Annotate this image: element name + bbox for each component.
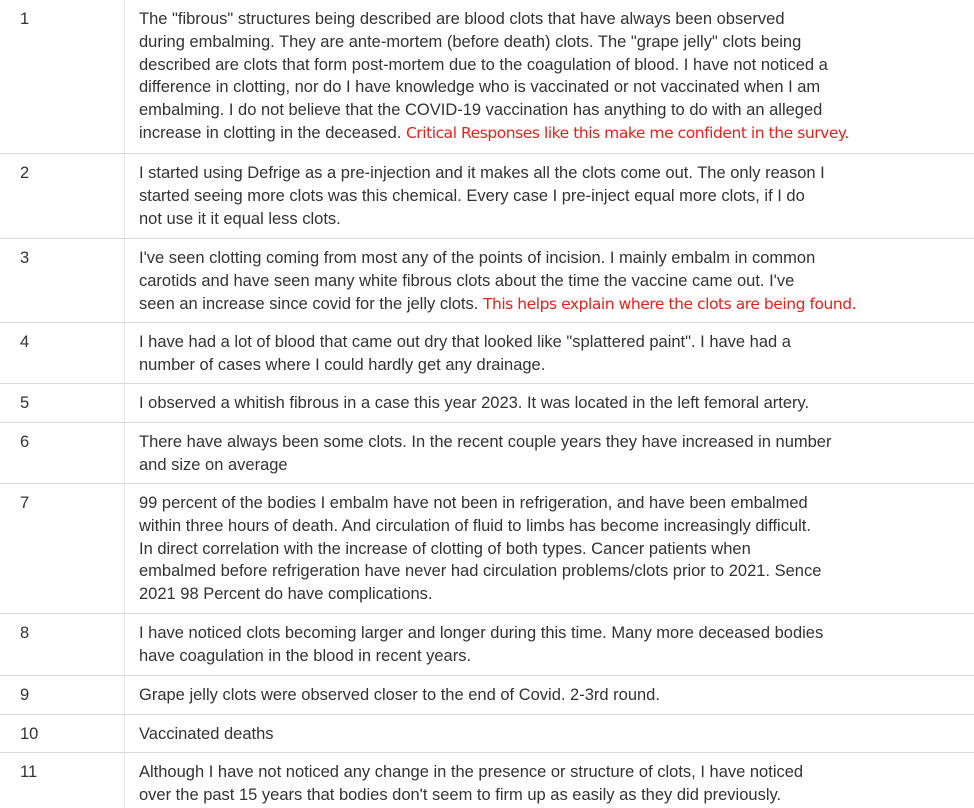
row-number: 9 — [20, 686, 30, 704]
row-number: 3 — [20, 249, 30, 267]
response-line: have coagulation in the blood in recent years. — [139, 646, 472, 665]
table-row — [0, 715, 974, 753]
table-row — [0, 154, 974, 239]
column-divider — [124, 753, 125, 808]
annotation-note: Critical Responses like this make me confident in the survey. — [405, 123, 849, 142]
response-line: embalming. I do not believe that the COVID-19 vaccination has anything to do with an alleged — [139, 101, 823, 120]
response-line: increase in clotting in the deceased. — [139, 123, 402, 142]
response-line: within three hours of death. And circulation of fluid to limbs has become increasingly difficult. — [139, 516, 811, 535]
table-row — [0, 239, 974, 323]
response-text — [139, 492, 959, 606]
response-text — [139, 761, 959, 807]
response-line: difference in clotting, nor do I have knowledge who is vaccinated or not vaccinated when I am — [139, 78, 821, 97]
column-divider — [124, 384, 125, 422]
column-divider — [124, 323, 125, 383]
row-number: 8 — [20, 624, 30, 642]
response-line: The "fibrous" structures being described are blood clots that have always been observed — [139, 10, 785, 28]
response-line: In direct correlation with the increase of clotting of both types. Cancer patients when — [139, 539, 751, 558]
row-number: 6 — [20, 433, 30, 451]
response-text — [139, 247, 959, 315]
response-line: There have always been some clots. In the recent couple years they have increased in number — [139, 433, 832, 451]
response-line: over the past 15 years that bodies don't seem to firm up as easily as they did previously. — [139, 785, 782, 804]
response-text — [139, 392, 959, 415]
response-line-with-note — [139, 122, 959, 145]
response-line: embalmed before refrigeration have never had circulation problems/clots prior to 2021. Sence — [139, 562, 822, 581]
response-line-with-note — [139, 293, 959, 316]
response-text — [139, 331, 959, 377]
response-line: I've seen clotting coming from most any of the points of incision. I mainly embalm in common — [139, 249, 816, 267]
row-number: 4 — [20, 333, 30, 351]
table-row — [0, 323, 974, 384]
response-text — [139, 8, 959, 145]
table-row — [0, 484, 974, 614]
response-line: not use it it equal less clots. — [139, 209, 341, 228]
row-number: 1 — [20, 10, 30, 28]
column-divider — [124, 423, 125, 483]
response-text — [139, 684, 959, 707]
column-divider — [124, 0, 125, 153]
response-text — [139, 162, 959, 230]
response-line: I have had a lot of blood that came out dry that looked like "splattered paint". I have had a — [139, 333, 791, 351]
response-line: I have noticed clots becoming larger and longer during this time. Many more deceased bodies — [139, 624, 824, 642]
row-number: 2 — [20, 164, 30, 182]
response-text — [139, 622, 959, 668]
row-number: 5 — [20, 394, 30, 412]
response-line: I started using Defrige as a pre-injection and it makes all the clots come out. The only reason I — [139, 164, 825, 182]
response-line: carotids and have seen many white fibrous clots about the time the vaccine came out. I've — [139, 271, 795, 290]
table-row — [0, 384, 974, 423]
column-divider — [124, 715, 125, 752]
column-divider — [124, 614, 125, 675]
annotation-note: This helps explain where the clots are being found. — [482, 294, 857, 313]
table-row — [0, 0, 974, 154]
column-divider — [124, 484, 125, 613]
row-number: 11 — [20, 763, 38, 781]
column-divider — [124, 154, 125, 238]
response-line: number of cases where I could hardly get any drainage. — [139, 355, 546, 374]
response-line: started seeing more clots was this chemical. Every case I pre-inject equal more clots, if I do — [139, 186, 805, 205]
table-row — [0, 423, 974, 484]
response-line: and size on average — [139, 455, 288, 474]
response-line: during embalming. They are ante-mortem (before death) clots. The "grape jelly" clots being — [139, 32, 802, 51]
response-text — [139, 431, 959, 477]
response-text — [139, 723, 959, 746]
table-row — [0, 753, 974, 808]
table-row — [0, 676, 974, 715]
row-number: 10 — [20, 725, 39, 743]
response-line: seen an increase since covid for the jelly clots. — [139, 294, 479, 313]
column-divider — [124, 676, 125, 714]
response-line: Grape jelly clots were observed closer to the end of Covid. 2-3rd round. — [139, 686, 660, 704]
response-line: Vaccinated deaths — [139, 725, 274, 743]
column-divider — [124, 239, 125, 322]
row-number: 7 — [20, 494, 30, 512]
response-line: Although I have not noticed any change in the presence or structure of clots, I have noticed — [139, 763, 804, 781]
response-line: 2021 98 Percent do have complications. — [139, 585, 433, 604]
response-line: described are clots that form post-mortem due to the coagulation of blood. I have not noticed a — [139, 55, 828, 74]
response-line: 99 percent of the bodies I embalm have not been in refrigeration, and have been embalmed — [139, 494, 808, 512]
response-line: I observed a whitish fibrous in a case this year 2023. It was located in the left femoral artery. — [139, 394, 810, 412]
table-row — [0, 614, 974, 676]
